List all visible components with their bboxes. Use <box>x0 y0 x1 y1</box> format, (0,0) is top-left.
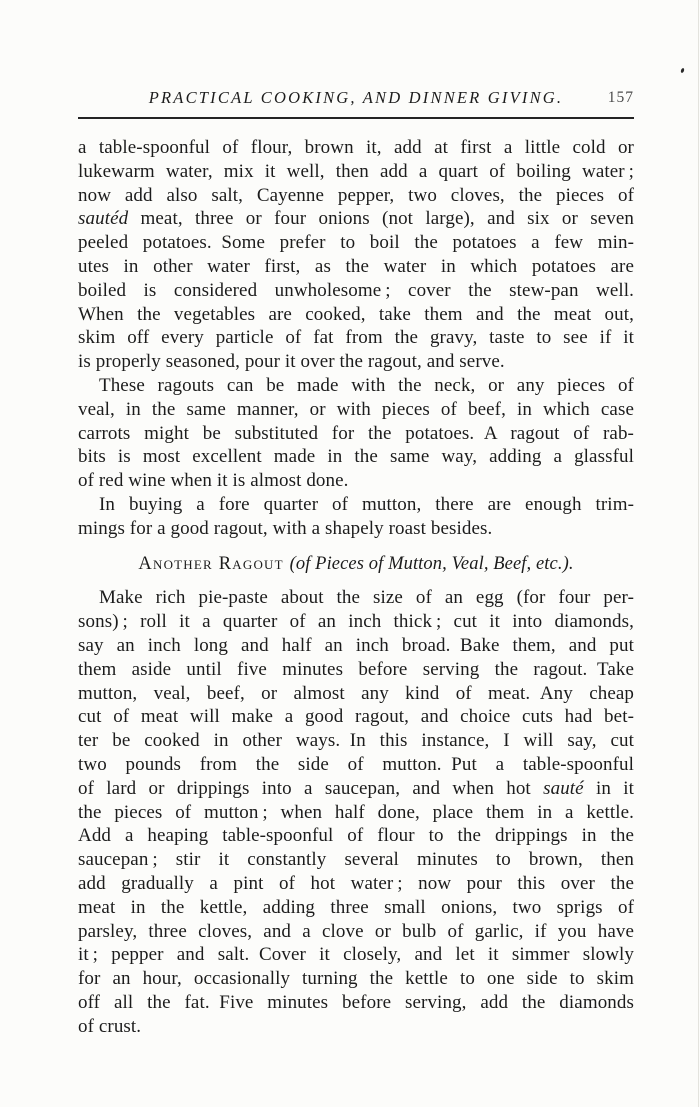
page-body <box>78 136 634 1038</box>
text-line: Add a heaping table-spoonful of flour to the drippings in the <box>78 825 634 847</box>
paragraph <box>78 586 634 1038</box>
text-line: skim off every particle of fat from the gravy, taste to see if it <box>78 327 634 349</box>
text-line: veal, in the same manner, or with pieces of beef, in which case <box>78 398 634 420</box>
paragraph <box>78 493 634 541</box>
running-head <box>78 88 634 108</box>
text-line: mings for a good ragout, with a shapely roast besides. <box>78 517 493 539</box>
text-line: Make rich pie-paste about the size of an egg (for four per- <box>99 587 634 609</box>
paragraph <box>78 136 634 374</box>
text-line: boiled is considered unwholesome ; cover the stew-pan well. <box>78 279 634 301</box>
italic-term: sauté <box>543 777 584 799</box>
paragraph <box>78 374 634 493</box>
text-line: mutton, veal, beef, or almost any kind of meat. Any cheap <box>78 682 634 704</box>
heading-italic-text: (of Pieces of Mutton, Veal, Beef, etc.). <box>289 553 574 574</box>
heading-smallcaps-text: Another Ragout <box>138 553 290 574</box>
text-line: for an hour, occasionally turning the kettle to one side to skim <box>78 968 634 990</box>
text-line: of crust. <box>78 1015 142 1037</box>
text-line: say an inch long and half an inch broad. Bake them, and put <box>78 634 634 656</box>
text-line: of red wine when it is almost done. <box>78 470 349 492</box>
text-line: saucepan ; stir it constantly several minutes to brown, then <box>78 849 634 871</box>
italic-term: sautéd <box>78 208 129 230</box>
text-line: a table-spoonful of flour, brown it, add at first a little cold or <box>78 137 634 158</box>
text-line: carrots might be substituted for the potatoes. A ragout of rab- <box>78 422 634 444</box>
text-line: it ; pepper and salt. Cover it closely, and let it simmer slowly <box>78 944 634 966</box>
text-line: ter be cooked in other ways. In this instance, I will say, cut <box>78 730 634 752</box>
text-line: peeled potatoes. Some prefer to boil the potatoes a few min- <box>78 232 634 254</box>
text-line: lukewarm water, mix it well, then add a quart of boiling water ; <box>78 160 634 182</box>
text-line: sons) ; roll it a quarter of an inch thick ; cut it into diamonds, <box>78 611 634 633</box>
ink-speck <box>680 68 685 74</box>
text-line: These ragouts can be made with the neck, or any pieces of <box>99 374 634 396</box>
text-line: In buying a fore quarter of mutton, there are enough trim- <box>99 493 634 515</box>
page-number: 157 <box>607 89 634 106</box>
text-line: cut of meat will make a good ragout, and choice cuts had bet- <box>78 706 634 728</box>
section-heading <box>78 553 634 577</box>
text-line: bits is most excellent made in the same way, adding a glassful <box>78 446 634 468</box>
text-line: add gradually a pint of hot water ; now pour this over the <box>78 872 634 894</box>
text-line: the pieces of mutton ; when half done, place them in a kettle. <box>78 801 634 823</box>
text-line: utes in other water first, as the water in which potatoes are <box>78 255 634 277</box>
text-line: meat in the kettle, adding three small onions, two sprigs of <box>78 896 634 918</box>
text-line: two pounds from the side of mutton. Put a table-spoonful <box>78 753 634 775</box>
text-line: now add also salt, Cayenne pepper, two cloves, the pieces of <box>78 184 634 206</box>
text-line: When the vegetables are cooked, take them and the meat out, <box>78 303 634 325</box>
running-head-title: PRACTICAL COOKING, AND DINNER GIVING. <box>148 88 564 107</box>
text-line: of lard or drippings into a saucepan, and when hot sauté in it <box>78 777 634 799</box>
text-line: parsley, three cloves, and a clove or bulb of garlic, if you have <box>78 920 634 942</box>
text-line: sautéd meat, three or four onions (not large), and six or seven <box>78 208 634 230</box>
text-line: them aside until five minutes before serving the ragout. Take <box>78 658 634 680</box>
page-edge-shadow <box>698 0 699 1107</box>
text-line: off all the fat. Five minutes before serving, add the diamonds <box>78 991 634 1013</box>
header-rule-divider <box>78 117 634 119</box>
text-line: is properly seasoned, pour it over the ragout, and serve. <box>78 351 505 373</box>
